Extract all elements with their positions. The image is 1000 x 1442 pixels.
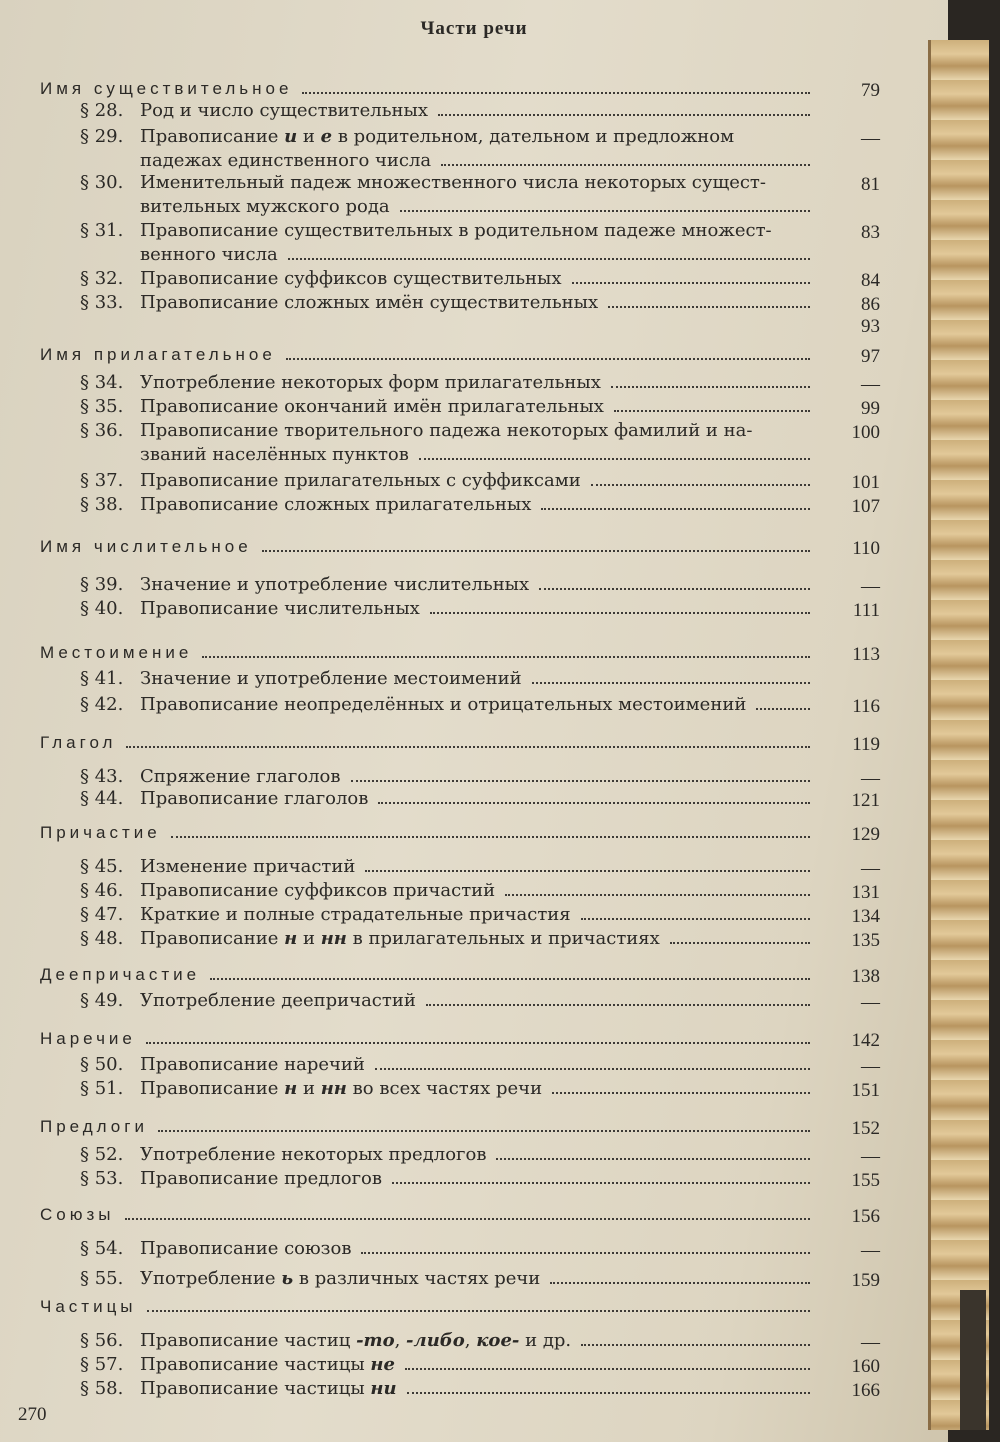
emphasized-letter: н bbox=[284, 928, 298, 949]
dot-leader bbox=[541, 507, 810, 510]
entry-text: , bbox=[394, 1330, 407, 1351]
entry-page-number: — bbox=[861, 1146, 880, 1167]
paragraph-number: § 40. bbox=[80, 598, 124, 619]
dot-leader bbox=[614, 409, 810, 412]
toc-entry[interactable] bbox=[80, 766, 820, 788]
entry-continuation bbox=[140, 444, 820, 466]
toc-entry[interactable] bbox=[80, 694, 820, 716]
entry-title bbox=[140, 788, 368, 810]
dot-leader bbox=[400, 209, 810, 212]
entry-text: Употребление некоторых предлогов bbox=[140, 1144, 487, 1165]
entry-title bbox=[140, 598, 420, 620]
entry-page-number: 93 bbox=[861, 316, 880, 337]
toc-entry[interactable] bbox=[80, 220, 820, 242]
paragraph-number: § 54. bbox=[80, 1238, 124, 1259]
entry-page-number: 116 bbox=[852, 696, 880, 717]
paragraph-number: § 39. bbox=[80, 574, 124, 595]
dot-leader bbox=[426, 1003, 810, 1006]
entry-text: Правописание неопределённых и отрицательных местоимений bbox=[140, 694, 747, 715]
entry-page-number: 84 bbox=[861, 270, 880, 291]
dot-leader bbox=[158, 1129, 810, 1132]
paragraph-number: § 49. bbox=[80, 990, 124, 1011]
paragraph-number: § 35. bbox=[80, 396, 124, 417]
toc-entry[interactable] bbox=[80, 788, 820, 810]
dot-leader bbox=[210, 977, 810, 980]
entry-text: в различных частях речи bbox=[293, 1268, 541, 1289]
paragraph-number: § 52. bbox=[80, 1144, 124, 1165]
entry-continuation-text: званий населённых пунктов bbox=[140, 444, 409, 465]
entry-continuation-text: вительных мужского рода bbox=[140, 196, 390, 217]
dot-leader bbox=[405, 1367, 810, 1370]
emphasized-letter: ь bbox=[281, 1268, 294, 1289]
toc-entry[interactable] bbox=[80, 928, 820, 950]
entry-page-number: 101 bbox=[851, 472, 880, 493]
entry-title bbox=[140, 172, 766, 194]
entry-page-number: 121 bbox=[851, 790, 880, 811]
section-page-number: 110 bbox=[852, 538, 880, 559]
paragraph-number: § 57. bbox=[80, 1354, 124, 1375]
paragraph-number: § 44. bbox=[80, 788, 124, 809]
toc-entry[interactable] bbox=[80, 172, 820, 194]
entry-text: Правописание частицы bbox=[140, 1354, 371, 1375]
entry-title bbox=[140, 1168, 382, 1190]
entry-text: Правописание bbox=[140, 928, 285, 949]
entry-page-number: — bbox=[861, 1240, 880, 1261]
toc-entry[interactable] bbox=[80, 1144, 820, 1166]
entry-title bbox=[140, 268, 562, 290]
dot-leader bbox=[670, 941, 810, 944]
section-title: Деепричастие bbox=[40, 965, 201, 984]
section-page-number: 142 bbox=[851, 1030, 880, 1051]
section-title: Имя числительное bbox=[40, 537, 252, 556]
entry-page-number: 100 bbox=[851, 422, 880, 443]
entry-page-number: 159 bbox=[851, 1270, 880, 1291]
dot-leader bbox=[202, 655, 810, 658]
entry-text: Род и число существительных bbox=[140, 100, 428, 121]
entry-title bbox=[140, 694, 746, 716]
entry-page-number: 83 bbox=[861, 222, 880, 243]
dot-leader bbox=[302, 91, 810, 94]
entry-page-number: 135 bbox=[851, 930, 880, 951]
dot-leader bbox=[288, 257, 810, 260]
entry-title bbox=[140, 880, 495, 902]
paragraph-number: § 32. bbox=[80, 268, 124, 289]
emphasized-letter: н bbox=[284, 1078, 298, 1099]
entry-text: Употребление некоторых форм прилагательных bbox=[140, 372, 601, 393]
dot-leader bbox=[581, 917, 810, 920]
entry-page-number: — bbox=[861, 1332, 880, 1353]
entry-continuation bbox=[140, 150, 820, 172]
entry-text: Краткие и полные страдательные причастия bbox=[140, 904, 571, 925]
entry-text: Правописание суффиксов существительных bbox=[140, 268, 562, 289]
emphasized-letter: нн bbox=[320, 928, 347, 949]
entry-text: Правописание существительных в родительном падеже множест- bbox=[140, 220, 772, 241]
entry-text: в прилагательных и причастиях bbox=[346, 928, 660, 949]
entry-page-number: — bbox=[861, 128, 880, 149]
paragraph-number: § 37. bbox=[80, 470, 124, 491]
toc-entry[interactable] bbox=[80, 856, 820, 878]
dot-leader bbox=[419, 457, 810, 460]
entry-page-number: 134 bbox=[851, 906, 880, 927]
entry-page-number: 86 bbox=[861, 294, 880, 315]
entry-text: Правописание предлогов bbox=[140, 1168, 383, 1189]
toc-entry[interactable] bbox=[80, 470, 820, 492]
paragraph-number: § 28. bbox=[80, 100, 124, 121]
paragraph-number: § 33. bbox=[80, 292, 124, 313]
entry-text: и bbox=[297, 1078, 321, 1099]
section-page-number: 79 bbox=[861, 80, 880, 101]
entry-title bbox=[140, 574, 529, 596]
entry-title bbox=[140, 1268, 540, 1290]
toc-entry[interactable] bbox=[80, 1378, 820, 1400]
entry-title bbox=[140, 1078, 542, 1100]
dot-leader bbox=[539, 587, 810, 590]
dot-leader bbox=[608, 305, 810, 308]
toc-entry[interactable] bbox=[80, 904, 820, 926]
entry-continuation bbox=[140, 244, 820, 266]
paragraph-number: § 50. bbox=[80, 1054, 124, 1075]
toc-entry[interactable] bbox=[80, 372, 820, 394]
toc-section[interactable] bbox=[40, 732, 820, 754]
entry-title bbox=[140, 990, 416, 1012]
spine-shadow bbox=[960, 1290, 986, 1430]
entry-text: Правописание сложных прилагательных bbox=[140, 494, 532, 515]
section-title: Частицы bbox=[40, 1297, 137, 1316]
entry-text: Правописание числительных bbox=[140, 598, 420, 619]
entry-title bbox=[140, 420, 752, 442]
entry-page-number: 151 bbox=[851, 1080, 880, 1101]
entry-page-number: — bbox=[861, 992, 880, 1013]
dot-leader bbox=[430, 611, 810, 614]
paragraph-number: § 31. bbox=[80, 220, 124, 241]
entry-page-number: 155 bbox=[851, 1170, 880, 1191]
entry-text: и др. bbox=[519, 1330, 572, 1351]
paragraph-number: § 53. bbox=[80, 1168, 124, 1189]
section-title: Имя существительное bbox=[40, 79, 293, 98]
dot-leader bbox=[126, 745, 810, 748]
emphasized-letter: кое- bbox=[476, 1330, 520, 1351]
toc-entry[interactable] bbox=[80, 420, 820, 442]
paragraph-number: § 43. bbox=[80, 766, 124, 787]
toc-entry[interactable] bbox=[80, 1054, 820, 1076]
entry-continuation-text: венного числа bbox=[140, 244, 278, 265]
toc-section[interactable] bbox=[40, 536, 820, 558]
entry-text: Правописание bbox=[140, 126, 285, 147]
dot-leader bbox=[392, 1181, 810, 1184]
dot-leader bbox=[572, 281, 810, 284]
page-number: 270 bbox=[18, 1404, 47, 1425]
emphasized-letter: нн bbox=[320, 1078, 347, 1099]
toc-entry[interactable] bbox=[80, 1168, 820, 1190]
section-page-number: 138 bbox=[851, 966, 880, 987]
dot-leader bbox=[532, 681, 810, 684]
toc-entry[interactable] bbox=[80, 880, 820, 902]
entry-page-number: — bbox=[861, 374, 880, 395]
emphasized-letter: -либо bbox=[406, 1330, 465, 1351]
entry-title bbox=[140, 100, 428, 122]
toc-entry[interactable] bbox=[80, 1078, 820, 1100]
entry-page-number: 81 bbox=[861, 174, 880, 195]
paragraph-number: § 30. bbox=[80, 172, 124, 193]
section-title: Имя прилагательное bbox=[40, 345, 276, 364]
entry-title bbox=[140, 1144, 486, 1166]
entry-title bbox=[140, 220, 772, 242]
toc-entry[interactable] bbox=[80, 1354, 820, 1376]
paragraph-number: § 29. bbox=[80, 126, 124, 147]
book-spine bbox=[928, 40, 989, 1430]
dot-leader bbox=[171, 835, 810, 838]
section-title: Наречие bbox=[40, 1029, 136, 1048]
emphasized-letter: е bbox=[320, 126, 333, 147]
entry-text: и bbox=[297, 126, 321, 147]
entry-title bbox=[140, 928, 660, 950]
entry-text: и bbox=[297, 928, 321, 949]
entry-title bbox=[140, 904, 571, 926]
toc-section[interactable] bbox=[40, 642, 820, 664]
dot-leader bbox=[262, 549, 810, 552]
entry-title bbox=[140, 470, 581, 492]
paragraph-number: § 45. bbox=[80, 856, 124, 877]
entry-title bbox=[140, 1378, 397, 1400]
entry-text: Правописание частицы bbox=[140, 1378, 371, 1399]
toc-entry[interactable] bbox=[80, 268, 820, 290]
entry-page-number: 111 bbox=[852, 600, 880, 621]
entry-text: Правописание частиц bbox=[140, 1330, 357, 1351]
dot-leader bbox=[351, 779, 811, 782]
entry-text: Правописание bbox=[140, 1078, 285, 1099]
dot-leader bbox=[147, 1309, 810, 1312]
entry-text: Употребление деепричастий bbox=[140, 990, 416, 1011]
entry-text: Правописание прилагательных с суффиксами bbox=[140, 470, 581, 491]
entry-text: во всех частях речи bbox=[346, 1078, 543, 1099]
entry-title bbox=[140, 396, 604, 418]
entry-text: Спряжение глаголов bbox=[140, 766, 341, 787]
entry-title bbox=[140, 126, 734, 148]
emphasized-letter: -то bbox=[356, 1330, 395, 1351]
section-page-number: 97 bbox=[861, 346, 880, 367]
dot-leader bbox=[505, 893, 810, 896]
toc-entry[interactable] bbox=[80, 1330, 820, 1352]
section-title: Причастие bbox=[40, 823, 161, 842]
entry-text: Изменение причастий bbox=[140, 856, 356, 877]
dot-leader bbox=[438, 113, 810, 116]
section-title: Глагол bbox=[40, 733, 117, 752]
toc-entry[interactable] bbox=[80, 292, 820, 314]
entry-page-number: 99 bbox=[861, 398, 880, 419]
entry-title bbox=[140, 1354, 395, 1376]
entry-page-number: — bbox=[861, 576, 880, 597]
entry-text: Правописание глаголов bbox=[140, 788, 369, 809]
paragraph-number: § 47. bbox=[80, 904, 124, 925]
entry-continuation bbox=[140, 196, 820, 218]
entry-page-number: 160 bbox=[851, 1356, 880, 1377]
toc-section[interactable] bbox=[40, 964, 820, 986]
page-header: Части речи bbox=[420, 18, 528, 39]
entry-page-number: — bbox=[861, 1056, 880, 1077]
entry-text: , bbox=[464, 1330, 477, 1351]
paragraph-number: § 51. bbox=[80, 1078, 124, 1099]
entry-title bbox=[140, 494, 531, 516]
dot-leader bbox=[550, 1281, 810, 1284]
paragraph-number: § 42. bbox=[80, 694, 124, 715]
dot-leader bbox=[375, 1067, 810, 1070]
paragraph-number: § 56. bbox=[80, 1330, 124, 1351]
dot-leader bbox=[441, 163, 810, 166]
entry-title bbox=[140, 1330, 571, 1352]
dot-leader bbox=[611, 385, 810, 388]
toc-entry[interactable] bbox=[80, 100, 820, 122]
dot-leader bbox=[365, 869, 810, 872]
toc-entry[interactable] bbox=[80, 1238, 820, 1260]
entry-title bbox=[140, 372, 601, 394]
entry-continuation-text: падежах единственного числа bbox=[140, 150, 432, 171]
entry-text: Правописание творительного падежа некоторых фамилий и на- bbox=[140, 420, 753, 441]
entry-text: Правописание союзов bbox=[140, 1238, 352, 1259]
dot-leader bbox=[361, 1251, 810, 1254]
entry-title bbox=[140, 668, 522, 690]
toc-section[interactable] bbox=[40, 822, 820, 844]
entry-page-number: — bbox=[861, 858, 880, 879]
section-title: Предлоги bbox=[40, 1117, 148, 1136]
entry-page-number: 166 bbox=[851, 1380, 880, 1401]
paragraph-number: § 36. bbox=[80, 420, 124, 441]
toc-section[interactable] bbox=[40, 1116, 820, 1138]
emphasized-letter: и bbox=[284, 126, 298, 147]
toc-entry[interactable] bbox=[80, 126, 820, 148]
section-page-number: 113 bbox=[852, 644, 880, 665]
dot-leader bbox=[552, 1091, 810, 1094]
toc-section[interactable] bbox=[40, 344, 820, 366]
section-page-number: 152 bbox=[851, 1118, 880, 1139]
paragraph-number: § 41. bbox=[80, 668, 124, 689]
toc-section[interactable] bbox=[40, 1204, 820, 1226]
entry-title bbox=[140, 1238, 351, 1260]
toc-entry[interactable] bbox=[80, 1268, 820, 1290]
entry-text: Правописание сложных имён существительных bbox=[140, 292, 599, 313]
entry-title bbox=[140, 1054, 365, 1076]
dot-leader bbox=[581, 1343, 810, 1346]
dot-leader bbox=[496, 1157, 810, 1160]
entry-page-number: 107 bbox=[851, 496, 880, 517]
emphasized-letter: не bbox=[370, 1354, 395, 1375]
paragraph-number: § 55. bbox=[80, 1268, 124, 1289]
toc-section[interactable] bbox=[40, 1296, 820, 1318]
dot-leader bbox=[407, 1391, 810, 1394]
entry-text: Правописание окончаний имён прилагательных bbox=[140, 396, 604, 417]
dot-leader bbox=[125, 1217, 811, 1220]
dot-leader bbox=[286, 357, 810, 360]
section-title: Местоимение bbox=[40, 643, 193, 662]
section-page-number: 119 bbox=[852, 734, 880, 755]
entry-text: Значение и употребление числительных bbox=[140, 574, 530, 595]
paragraph-number: § 46. bbox=[80, 880, 124, 901]
section-page-number: 129 bbox=[851, 824, 880, 845]
entry-text: Значение и употребление местоимений bbox=[140, 668, 522, 689]
dot-leader bbox=[591, 483, 810, 486]
entry-title bbox=[140, 766, 341, 788]
paragraph-number: § 38. bbox=[80, 494, 124, 515]
dot-leader bbox=[378, 801, 810, 804]
toc-section[interactable] bbox=[40, 1028, 820, 1050]
section-page-number: 156 bbox=[851, 1206, 880, 1227]
emphasized-letter: ни bbox=[370, 1378, 397, 1399]
toc-entry[interactable] bbox=[80, 494, 820, 516]
toc-entry[interactable] bbox=[80, 574, 820, 596]
entry-text: в родительном, дательном и предложном bbox=[332, 126, 735, 147]
entry-title bbox=[140, 856, 355, 878]
toc-section[interactable] bbox=[40, 78, 820, 100]
entry-text: Употребление bbox=[140, 1268, 282, 1289]
toc-entry[interactable] bbox=[80, 668, 820, 690]
entry-text: Правописание суффиксов причастий bbox=[140, 880, 496, 901]
section-title: Союзы bbox=[40, 1205, 115, 1224]
entry-page-number: 131 bbox=[851, 882, 880, 903]
entry-title bbox=[140, 292, 598, 314]
toc-entry[interactable] bbox=[80, 598, 820, 620]
entry-text: Именительный падеж множественного числа некоторых сущест- bbox=[140, 172, 766, 193]
dot-leader bbox=[756, 707, 810, 710]
entry-page-number: — bbox=[861, 768, 880, 789]
toc-entry[interactable] bbox=[80, 396, 820, 418]
entry-text: Правописание наречий bbox=[140, 1054, 365, 1075]
paragraph-number: § 48. bbox=[80, 928, 124, 949]
toc-entry[interactable] bbox=[80, 990, 820, 1012]
dot-leader bbox=[146, 1041, 810, 1044]
paragraph-number: § 34. bbox=[80, 372, 124, 393]
paragraph-number: § 58. bbox=[80, 1378, 124, 1399]
